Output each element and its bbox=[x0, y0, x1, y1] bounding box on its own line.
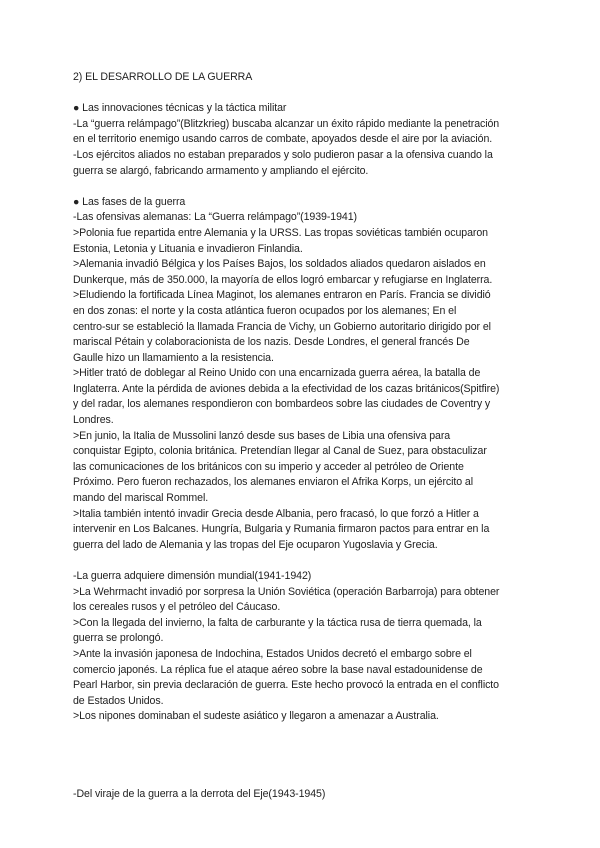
spacer bbox=[73, 725, 543, 787]
paragraph-line: Pearl Harbor, sin previa declaración de guerra. Este hecho provocó la entrada en el conflicto bbox=[73, 679, 499, 692]
paragraph-line: Londres. bbox=[73, 414, 114, 427]
paragraph-line: guerra se prolongó. bbox=[73, 632, 164, 645]
paragraph-line: >Ante la invasión japonesa de Indochina, Estados Unidos decretó el embargo sobre el bbox=[73, 647, 472, 660]
paragraph-line: guerra se alargó, fabricando armamento y ampliando el ejército. bbox=[73, 164, 369, 177]
paragraph-line: Estonia, Letonia y Lituania e invadieron Finlandia. bbox=[73, 242, 303, 255]
paragraph-line: >Alemania invadió Bélgica y los Países Bajos, los soldados aliados quedaron aislados en bbox=[73, 258, 486, 271]
paragraph-line: de Estados Unidos. bbox=[73, 694, 164, 707]
paragraph-line: las comunicaciones de los británicos con su imperio y acceder al petróleo de Oriente bbox=[73, 460, 464, 473]
spacer bbox=[73, 179, 543, 195]
paragraph-line: comercio japonés. La réplica fue el ataque aéreo sobre la base naval estadounidense de bbox=[73, 663, 483, 676]
paragraph-line: en el territorio enemigo usando carros de combate, apoyados desde el aire por la aviación. bbox=[73, 133, 493, 146]
paragraph-line: >Polonia fue repartida entre Alemania y la URSS. Las tropas soviéticas también ocuparon bbox=[73, 226, 488, 239]
document-title: 2) EL DESARROLLO DE LA GUERRA bbox=[73, 71, 253, 83]
paragraph-line: en dos zonas: el norte y la costa atlántica fueron ocupados por los alemanes; En el bbox=[73, 304, 457, 317]
paragraph-line: conquistar Egipto, colonia británica. Pretendían llegar al Canal de Suez, para obstaculizar bbox=[73, 445, 487, 458]
paragraph-line: Gaulle hizo un llamamiento a la resistencia. bbox=[73, 351, 274, 364]
subsection-heading-ofensivas: -Las ofensivas alemanas: La “Guerra relámpago”(1939-1941) bbox=[73, 211, 357, 224]
paragraph-line: >Italia también intentó invadir Grecia desde Albania, pero fracasó, lo que forzó a Hitler a bbox=[73, 507, 479, 520]
paragraph-line: >Eludiendo la fortificada Línea Maginot, los alemanes entraron en París. Francia se dividió bbox=[73, 289, 491, 302]
paragraph-line: mariscal Pétain y colaboracionista de los nazis. Desde Londres, el general francés De bbox=[73, 336, 470, 349]
paragraph-line: intervenir en Los Balcanes. Hungría, Bulgaria y Rumania firmaron pactos para entrar en la bbox=[73, 523, 490, 536]
paragraph-line: >En junio, la Italia de Mussolini lanzó desde sus bases de Libia una ofensiva para bbox=[73, 429, 451, 442]
subsection-heading-mundial: -La guerra adquiere dimensión mundial(1941-1942) bbox=[73, 570, 312, 582]
paragraph-line: centro-sur se estableció la llamada Francia de Vichy, un Gobierno autoritario dirigido por el bbox=[73, 320, 491, 333]
spacer bbox=[73, 86, 543, 102]
section-heading-fases: ● Las fases de la guerra bbox=[73, 195, 186, 208]
paragraph-line: -Los ejércitos aliados no estaban preparados y solo pudieron pasar a la ofensiva cuando la bbox=[73, 148, 493, 161]
paragraph-line: Dunkerque, más de 350.000, la mayoría de ellos logró embarcar y refugiarse en Inglaterra. bbox=[73, 273, 493, 286]
paragraph-line: >Con la llegada del invierno, la falta de carburante y la táctica rusa de tierra quemada, la bbox=[73, 616, 482, 629]
paragraph-line: Próximo. Pero fueron rechazados, los alemanes enviaron el Afrika Korps, un ejército al bbox=[73, 476, 474, 489]
subsection-heading-viraje: -Del viraje de la guerra a la derrota del Eje(1943-1945) bbox=[73, 787, 326, 800]
paragraph-line: los cereales rusos y el petróleo del Cáucaso. bbox=[73, 601, 281, 614]
paragraph-line: >La Wehrmacht invadió por sorpresa la Unión Soviética (operación Barbarroja) para obtener bbox=[73, 585, 500, 598]
paragraph-line: >Hitler trató de doblegar al Reino Unido con una encarnizada guerra aérea, la batalla de bbox=[73, 367, 481, 380]
paragraph-line: -La “guerra relámpago”(Blitzkrieg) buscaba alcanzar un éxito rápido mediante la penetración bbox=[73, 117, 500, 130]
paragraph-line: y del radar, los alemanes respondieron con bombardeos sobre las ciudades de Coventry y bbox=[73, 398, 491, 411]
paragraph-line: guerra del lado de Alemania y las tropas del Eje ocuparon Yugoslavia y Grecia. bbox=[73, 538, 438, 551]
spacer bbox=[73, 553, 543, 569]
paragraph-line: Inglaterra. Ante la pérdida de aviones debida a la efectividad de los cazas británicos(Spitfire) bbox=[73, 382, 500, 395]
document-body bbox=[73, 70, 543, 803]
paragraph-line: mando del mariscal Rommel. bbox=[73, 492, 209, 505]
section-heading-innovaciones: ● Las innovaciones técnicas y la táctica militar bbox=[73, 102, 287, 115]
paragraph-line: >Los nipones dominaban el sudeste asiático y llegaron a amenazar a Australia. bbox=[73, 710, 439, 723]
